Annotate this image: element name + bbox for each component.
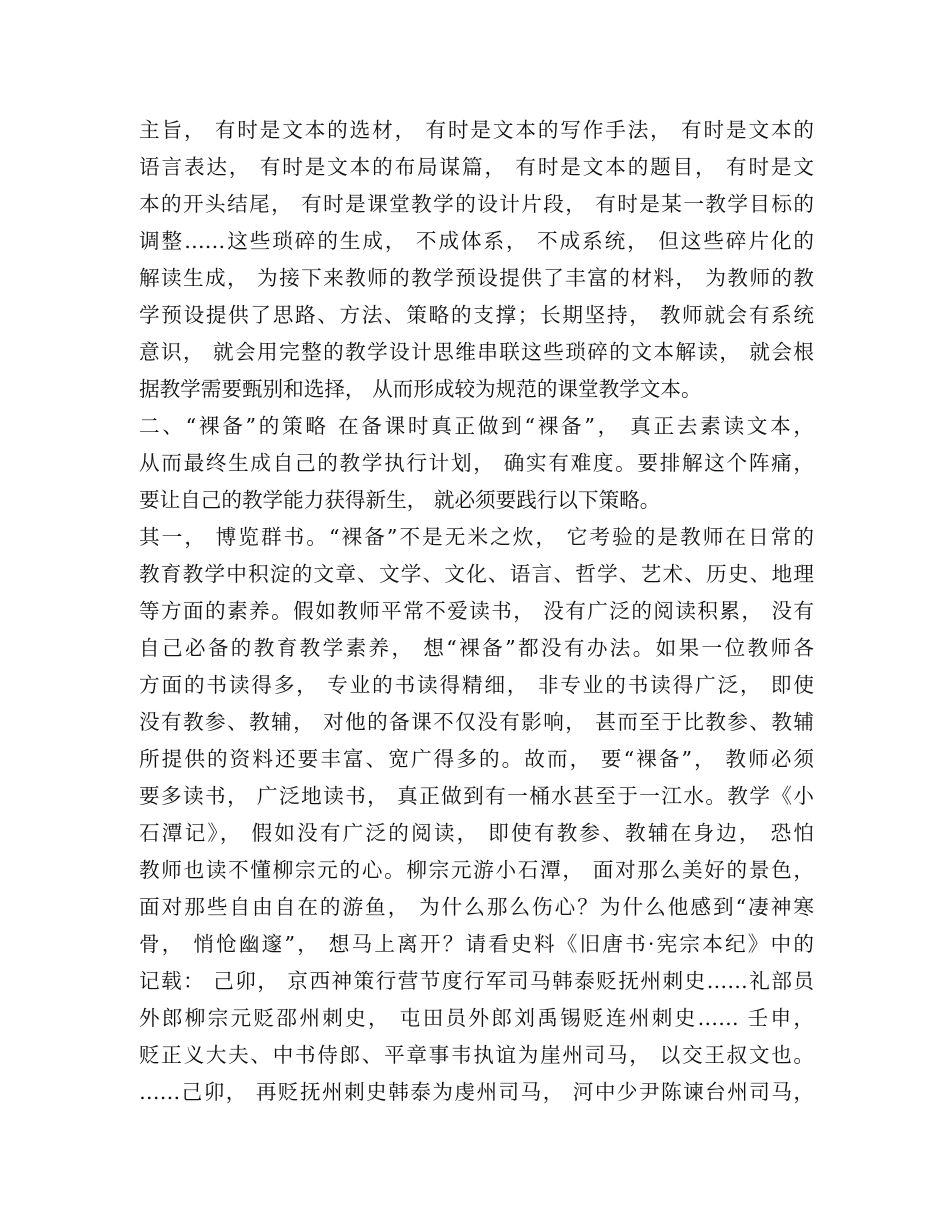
text-line: 要让自己的教学能力获得新生， 就必须要践行以下策略。: [139, 488, 661, 512]
document-page: [139, 112, 814, 1111]
text-line: 面对那些自由自在的游鱼， 为什么那么伤心？为什么他感到“凄神寒: [139, 895, 814, 919]
text-line: 教师也读不懂柳宗元的心。柳宗元游小石潭， 面对那么美好的景色，: [139, 858, 814, 882]
text-line: 学预设提供了思路、方法、策略的支撑；长期坚持， 教师就会有系统: [139, 303, 814, 327]
text-line: 等方面的素养。假如教师平常不爱读书， 没有广泛的阅读积累， 没有: [139, 599, 814, 623]
text-line: 解读生成， 为接下来教师的教学预设提供了丰富的材料， 为教师的教: [139, 266, 814, 290]
text-line: 外郎柳宗元贬邵州刺史， 屯田员外郎刘禹锡贬连州刺史…… 壬申，: [139, 1006, 814, 1030]
text-line: 从而最终生成自己的教学执行计划， 确实有难度。要排解这个阵痛，: [139, 451, 814, 475]
text-line: 主旨， 有时是文本的选材， 有时是文本的写作手法， 有时是文本的: [139, 118, 814, 142]
text-line: 要多读书， 广泛地读书， 真正做到有一桶水甚至于一江水。教学《小: [139, 784, 814, 808]
text-line: 调整……这些琐碎的生成， 不成体系， 不成系统， 但这些碎片化的: [139, 229, 814, 253]
text-line: 自己必备的教育教学素养， 想“裸备”都没有办法。如果一位教师各: [139, 636, 814, 660]
text-line: 其一， 博览群书。“裸备”不是无米之炊， 它考验的是教师在日常的: [139, 525, 814, 549]
text-line: 方面的书读得多， 专业的书读得精细， 非专业的书读得广泛， 即使: [139, 673, 814, 697]
text-line: 所提供的资料还要丰富、宽广得多的。故而， 要“裸备”， 教师必须: [139, 747, 814, 771]
section-heading-line: 二、“裸备”的策略 在备课时真正做到“裸备”， 真正去素读文本，: [139, 414, 814, 438]
text-line: 记载： 己卯， 京西神策行营节度行军司马韩泰贬抚州刺史……礼部员: [139, 969, 814, 993]
text-line: 语言表达， 有时是文本的布局谋篇， 有时是文本的题目， 有时是文: [139, 155, 814, 179]
text-line: 意识， 就会用完整的教学设计思维串联这些琐碎的文本解读， 就会根: [139, 340, 814, 364]
text-line: 骨， 悄怆幽邃”， 想马上离开？请看史料《旧唐书·宪宗本纪》中的: [139, 932, 814, 956]
text-line: ……己卯， 再贬抚州刺史韩泰为虔州司马， 河中少尹陈谏台州司马，: [139, 1080, 814, 1104]
text-line: 贬正义大夫、中书侍郎、平章事韦执谊为崖州司马， 以交王叔文也。: [139, 1043, 814, 1067]
text-line: 教育教学中积淀的文章、文学、文化、语言、哲学、艺术、历史、地理: [139, 562, 814, 586]
text-line: 没有教参、教辅， 对他的备课不仅没有影响， 甚而至于比教参、教辅: [139, 710, 814, 734]
text-line: 本的开头结尾， 有时是课堂教学的设计片段， 有时是某一教学目标的: [139, 192, 814, 216]
text-line: 据教学需要甄别和选择， 从而形成较为规范的课堂教学文本。: [139, 377, 702, 401]
text-line: 石潭记》， 假如没有广泛的阅读， 即使有教参、教辅在身边， 恐怕: [139, 821, 814, 845]
